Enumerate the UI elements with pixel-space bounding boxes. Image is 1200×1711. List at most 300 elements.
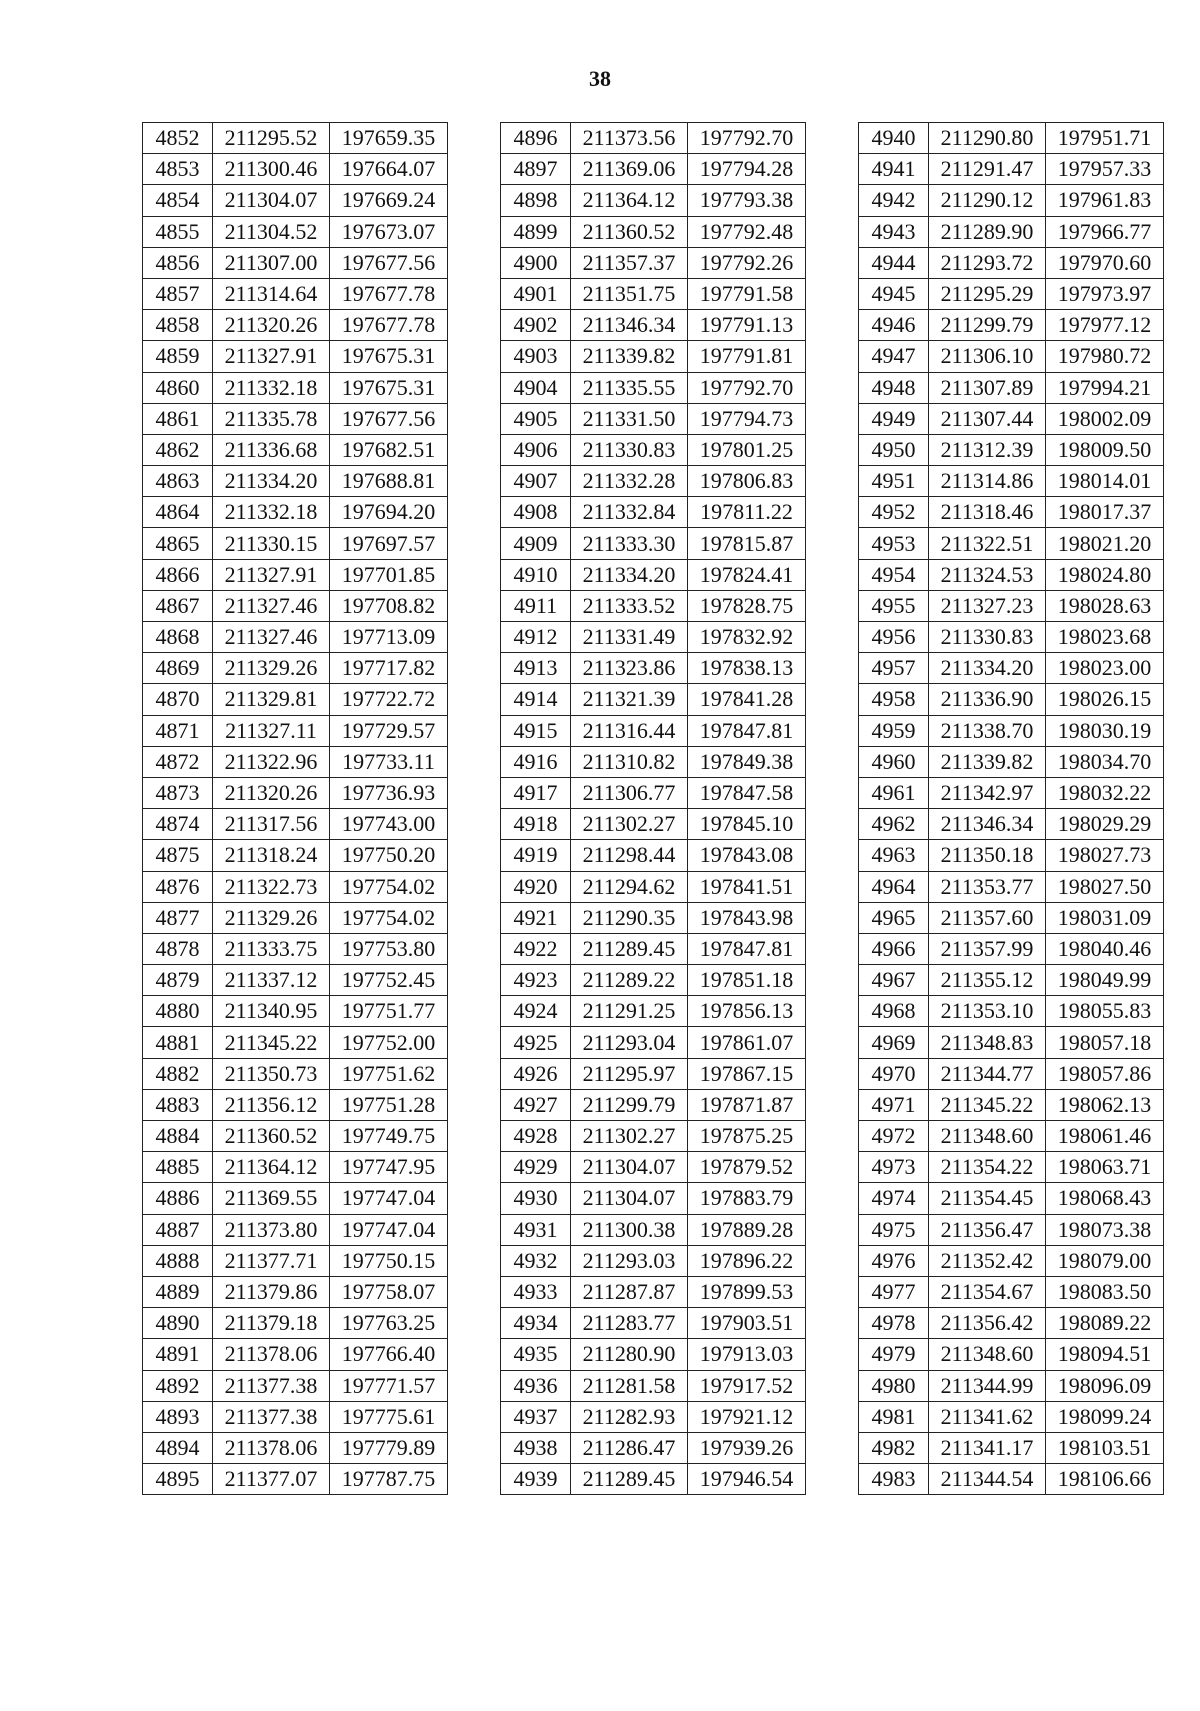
y-coordinate-cell: 197861.07: [688, 1027, 806, 1058]
point-id-cell: 4966: [859, 933, 929, 964]
point-id-cell: 4864: [143, 497, 213, 528]
x-coordinate-cell: 211322.73: [213, 871, 330, 902]
table-row: [501, 590, 806, 621]
x-coordinate-cell: 211339.82: [929, 746, 1046, 777]
point-id-cell: 4960: [859, 746, 929, 777]
y-coordinate-cell: 198032.22: [1046, 777, 1164, 808]
y-coordinate-cell: 197713.09: [330, 622, 448, 653]
table-row: [501, 247, 806, 278]
y-coordinate-cell: 198031.09: [1046, 902, 1164, 933]
x-coordinate-cell: 211293.72: [929, 247, 1046, 278]
x-coordinate-cell: 211283.77: [571, 1308, 688, 1339]
point-id-cell: 4858: [143, 310, 213, 341]
table-row: [143, 372, 448, 403]
x-coordinate-cell: 211318.24: [213, 840, 330, 871]
point-id-cell: 4879: [143, 965, 213, 996]
point-id-cell: 4894: [143, 1432, 213, 1463]
point-id-cell: 4957: [859, 653, 929, 684]
x-coordinate-cell: 211329.26: [213, 902, 330, 933]
y-coordinate-cell: 198089.22: [1046, 1308, 1164, 1339]
point-id-cell: 4954: [859, 559, 929, 590]
point-id-cell: 4861: [143, 403, 213, 434]
point-id-cell: 4896: [501, 123, 571, 154]
point-id-cell: 4917: [501, 777, 571, 808]
point-id-cell: 4949: [859, 403, 929, 434]
y-coordinate-cell: 197792.70: [688, 123, 806, 154]
y-coordinate-cell: 197871.87: [688, 1089, 806, 1120]
y-coordinate-cell: 197722.72: [330, 684, 448, 715]
table-row: [143, 1339, 448, 1370]
x-coordinate-cell: 211323.86: [571, 653, 688, 684]
x-coordinate-cell: 211306.10: [929, 341, 1046, 372]
table-row: [143, 1401, 448, 1432]
table-row: [143, 996, 448, 1027]
x-coordinate-cell: 211353.77: [929, 871, 1046, 902]
x-coordinate-cell: 211344.54: [929, 1464, 1046, 1495]
x-coordinate-cell: 211295.29: [929, 278, 1046, 309]
x-coordinate-cell: 211350.18: [929, 840, 1046, 871]
table-row: [143, 746, 448, 777]
y-coordinate-cell: 197838.13: [688, 653, 806, 684]
table-row: [501, 1464, 806, 1495]
x-coordinate-cell: 211356.47: [929, 1214, 1046, 1245]
point-id-cell: 4973: [859, 1152, 929, 1183]
x-coordinate-cell: 211345.22: [213, 1027, 330, 1058]
table-row: [143, 1276, 448, 1307]
x-coordinate-cell: 211364.12: [571, 185, 688, 216]
x-coordinate-cell: 211295.97: [571, 1058, 688, 1089]
table-row: [859, 1276, 1164, 1307]
point-id-cell: 4947: [859, 341, 929, 372]
y-coordinate-cell: 198017.37: [1046, 497, 1164, 528]
point-id-cell: 4865: [143, 528, 213, 559]
x-coordinate-cell: 211342.97: [929, 777, 1046, 808]
x-coordinate-cell: 211354.67: [929, 1276, 1046, 1307]
table-row: [501, 1183, 806, 1214]
point-id-cell: 4922: [501, 933, 571, 964]
x-coordinate-cell: 211320.26: [213, 777, 330, 808]
table-row: [143, 497, 448, 528]
point-id-cell: 4859: [143, 341, 213, 372]
x-coordinate-cell: 211332.28: [571, 466, 688, 497]
x-coordinate-cell: 211290.35: [571, 902, 688, 933]
y-coordinate-cell: 197806.83: [688, 466, 806, 497]
table-row: [143, 590, 448, 621]
table-row: [501, 933, 806, 964]
x-coordinate-cell: 211352.42: [929, 1245, 1046, 1276]
y-coordinate-cell: 197867.15: [688, 1058, 806, 1089]
x-coordinate-cell: 211377.71: [213, 1245, 330, 1276]
point-id-cell: 4911: [501, 590, 571, 621]
point-id-cell: 4913: [501, 653, 571, 684]
point-id-cell: 4881: [143, 1027, 213, 1058]
y-coordinate-cell: 197751.77: [330, 996, 448, 1027]
table-row: [501, 1339, 806, 1370]
y-coordinate-cell: 197743.00: [330, 809, 448, 840]
table-row: [143, 933, 448, 964]
table-row: [859, 715, 1164, 746]
point-id-cell: 4926: [501, 1058, 571, 1089]
table-row: [143, 216, 448, 247]
point-id-cell: 4965: [859, 902, 929, 933]
table-row: [143, 1464, 448, 1495]
x-coordinate-cell: 211327.23: [929, 590, 1046, 621]
table-row: [143, 403, 448, 434]
x-coordinate-cell: 211327.46: [213, 590, 330, 621]
x-coordinate-cell: 211314.64: [213, 278, 330, 309]
table-row: [143, 1089, 448, 1120]
x-coordinate-cell: 211335.78: [213, 403, 330, 434]
point-id-cell: 4903: [501, 341, 571, 372]
point-id-cell: 4873: [143, 777, 213, 808]
point-id-cell: 4942: [859, 185, 929, 216]
point-id-cell: 4868: [143, 622, 213, 653]
y-coordinate-cell: 197659.35: [330, 123, 448, 154]
point-id-cell: 4874: [143, 809, 213, 840]
table-row: [859, 653, 1164, 684]
y-coordinate-cell: 197832.92: [688, 622, 806, 653]
table-row: [501, 622, 806, 653]
table-row: [501, 403, 806, 434]
point-id-cell: 4938: [501, 1432, 571, 1463]
y-coordinate-cell: 197792.26: [688, 247, 806, 278]
point-id-cell: 4883: [143, 1089, 213, 1120]
point-id-cell: 4916: [501, 746, 571, 777]
table-row: [501, 559, 806, 590]
y-coordinate-cell: 197791.58: [688, 278, 806, 309]
table-row: [859, 247, 1164, 278]
y-coordinate-cell: 197973.97: [1046, 278, 1164, 309]
table-row: [143, 1183, 448, 1214]
y-coordinate-cell: 197747.04: [330, 1214, 448, 1245]
point-id-cell: 4959: [859, 715, 929, 746]
x-coordinate-cell: 211290.12: [929, 185, 1046, 216]
y-coordinate-cell: 197775.61: [330, 1401, 448, 1432]
y-coordinate-cell: 198027.73: [1046, 840, 1164, 871]
y-coordinate-cell: 198049.99: [1046, 965, 1164, 996]
y-coordinate-cell: 197758.07: [330, 1276, 448, 1307]
point-id-cell: 4968: [859, 996, 929, 1027]
point-id-cell: 4952: [859, 497, 929, 528]
page-number: 38: [589, 66, 611, 91]
point-id-cell: 4899: [501, 216, 571, 247]
table-row: [859, 434, 1164, 465]
x-coordinate-cell: 211355.12: [929, 965, 1046, 996]
table-row: [501, 278, 806, 309]
y-coordinate-cell: 198028.63: [1046, 590, 1164, 621]
x-coordinate-cell: 211289.45: [571, 933, 688, 964]
table-row: [859, 871, 1164, 902]
y-coordinate-cell: 197688.81: [330, 466, 448, 497]
x-coordinate-cell: 211289.22: [571, 965, 688, 996]
y-coordinate-cell: 197771.57: [330, 1370, 448, 1401]
x-coordinate-cell: 211280.90: [571, 1339, 688, 1370]
y-coordinate-cell: 197896.22: [688, 1245, 806, 1276]
point-id-cell: 4981: [859, 1401, 929, 1432]
y-coordinate-cell: 198014.01: [1046, 466, 1164, 497]
point-id-cell: 4933: [501, 1276, 571, 1307]
point-id-cell: 4967: [859, 965, 929, 996]
y-coordinate-cell: 198063.71: [1046, 1152, 1164, 1183]
x-coordinate-cell: 211333.75: [213, 933, 330, 964]
table-row: [859, 965, 1164, 996]
point-id-cell: 4936: [501, 1370, 571, 1401]
x-coordinate-cell: 211294.62: [571, 871, 688, 902]
point-id-cell: 4880: [143, 996, 213, 1027]
y-coordinate-cell: 197856.13: [688, 996, 806, 1027]
x-coordinate-cell: 211335.55: [571, 372, 688, 403]
table-row: [143, 1058, 448, 1089]
table-row: [859, 1370, 1164, 1401]
y-coordinate-cell: 198023.68: [1046, 622, 1164, 653]
x-coordinate-cell: 211357.99: [929, 933, 1046, 964]
x-coordinate-cell: 211332.18: [213, 497, 330, 528]
point-id-cell: 4921: [501, 902, 571, 933]
x-coordinate-cell: 211333.52: [571, 590, 688, 621]
x-coordinate-cell: 211327.91: [213, 341, 330, 372]
table-row: [501, 123, 806, 154]
y-coordinate-cell: 198096.09: [1046, 1370, 1164, 1401]
y-coordinate-cell: 197747.04: [330, 1183, 448, 1214]
y-coordinate-cell: 198021.20: [1046, 528, 1164, 559]
point-id-cell: 4860: [143, 372, 213, 403]
x-coordinate-cell: 211320.26: [213, 310, 330, 341]
x-coordinate-cell: 211353.10: [929, 996, 1046, 1027]
table-row: [501, 1370, 806, 1401]
x-coordinate-cell: 211322.51: [929, 528, 1046, 559]
point-id-cell: 4884: [143, 1121, 213, 1152]
point-id-cell: 4944: [859, 247, 929, 278]
y-coordinate-cell: 198057.86: [1046, 1058, 1164, 1089]
y-coordinate-cell: 198029.29: [1046, 809, 1164, 840]
point-id-cell: 4890: [143, 1308, 213, 1339]
point-id-cell: 4977: [859, 1276, 929, 1307]
point-id-cell: 4943: [859, 216, 929, 247]
y-coordinate-cell: 197793.38: [688, 185, 806, 216]
x-coordinate-cell: 211351.75: [571, 278, 688, 309]
table-row: [859, 497, 1164, 528]
point-id-cell: 4882: [143, 1058, 213, 1089]
y-coordinate-cell: 197717.82: [330, 653, 448, 684]
table-row: [859, 123, 1164, 154]
x-coordinate-cell: 211310.82: [571, 746, 688, 777]
point-id-cell: 4937: [501, 1401, 571, 1432]
table-row: [143, 466, 448, 497]
point-id-cell: 4902: [501, 310, 571, 341]
point-id-cell: 4912: [501, 622, 571, 653]
table-row: [501, 684, 806, 715]
x-coordinate-cell: 211378.06: [213, 1432, 330, 1463]
table-row: [859, 1121, 1164, 1152]
y-coordinate-cell: 198099.24: [1046, 1401, 1164, 1432]
x-coordinate-cell: 211356.12: [213, 1089, 330, 1120]
y-coordinate-cell: 198103.51: [1046, 1432, 1164, 1463]
point-id-cell: 4976: [859, 1245, 929, 1276]
table-row: [143, 715, 448, 746]
table-row: [501, 840, 806, 871]
x-coordinate-cell: 211298.44: [571, 840, 688, 871]
y-coordinate-cell: 197957.33: [1046, 154, 1164, 185]
table-row: [501, 341, 806, 372]
table-row: [501, 1401, 806, 1432]
x-coordinate-cell: 211293.03: [571, 1245, 688, 1276]
x-coordinate-cell: 211329.26: [213, 653, 330, 684]
x-coordinate-cell: 211299.79: [571, 1089, 688, 1120]
table-row: [859, 840, 1164, 871]
table-row: [501, 1308, 806, 1339]
point-id-cell: 4891: [143, 1339, 213, 1370]
point-id-cell: 4919: [501, 840, 571, 871]
y-coordinate-cell: 197917.52: [688, 1370, 806, 1401]
table-row: [859, 1089, 1164, 1120]
y-coordinate-cell: 197677.78: [330, 278, 448, 309]
point-id-cell: 4983: [859, 1464, 929, 1495]
y-coordinate-cell: 197903.51: [688, 1308, 806, 1339]
x-coordinate-cell: 211334.20: [571, 559, 688, 590]
y-coordinate-cell: 197889.28: [688, 1214, 806, 1245]
point-id-cell: 4885: [143, 1152, 213, 1183]
table-row: [143, 871, 448, 902]
x-coordinate-cell: 211369.55: [213, 1183, 330, 1214]
table-row: [859, 590, 1164, 621]
table-row: [143, 1245, 448, 1276]
y-coordinate-cell: 197980.72: [1046, 341, 1164, 372]
table-row: [143, 559, 448, 590]
table-row: [501, 902, 806, 933]
point-id-cell: 4979: [859, 1339, 929, 1370]
table-row: [501, 528, 806, 559]
x-coordinate-cell: 211364.12: [213, 1152, 330, 1183]
y-coordinate-cell: 197801.25: [688, 434, 806, 465]
y-coordinate-cell: 197701.85: [330, 559, 448, 590]
x-coordinate-cell: 211333.30: [571, 528, 688, 559]
point-id-cell: 4892: [143, 1370, 213, 1401]
point-id-cell: 4910: [501, 559, 571, 590]
point-id-cell: 4923: [501, 965, 571, 996]
table-row: [859, 1152, 1164, 1183]
table-row: [143, 310, 448, 341]
table-row: [143, 622, 448, 653]
y-coordinate-cell: 197791.81: [688, 341, 806, 372]
x-coordinate-cell: 211331.50: [571, 403, 688, 434]
point-id-cell: 4866: [143, 559, 213, 590]
table-row: [143, 341, 448, 372]
point-id-cell: 4888: [143, 1245, 213, 1276]
x-coordinate-cell: 211332.84: [571, 497, 688, 528]
y-coordinate-cell: 198055.83: [1046, 996, 1164, 1027]
x-coordinate-cell: 211336.90: [929, 684, 1046, 715]
table-row: [859, 466, 1164, 497]
x-coordinate-cell: 211337.12: [213, 965, 330, 996]
y-coordinate-cell: 197675.31: [330, 341, 448, 372]
y-coordinate-cell: 198079.00: [1046, 1245, 1164, 1276]
y-coordinate-cell: 197763.25: [330, 1308, 448, 1339]
x-coordinate-cell: 211341.62: [929, 1401, 1046, 1432]
table-row: [501, 216, 806, 247]
y-coordinate-cell: 197792.48: [688, 216, 806, 247]
table-row: [501, 965, 806, 996]
point-id-cell: 4920: [501, 871, 571, 902]
x-coordinate-cell: 211357.60: [929, 902, 1046, 933]
table-row: [859, 933, 1164, 964]
table-row: [143, 1121, 448, 1152]
table-row: [143, 840, 448, 871]
x-coordinate-cell: 211304.07: [571, 1183, 688, 1214]
y-coordinate-cell: 197946.54: [688, 1464, 806, 1495]
x-coordinate-cell: 211379.86: [213, 1276, 330, 1307]
point-id-cell: 4975: [859, 1214, 929, 1245]
table-row: [501, 715, 806, 746]
y-coordinate-cell: 197669.24: [330, 185, 448, 216]
point-id-cell: 4918: [501, 809, 571, 840]
point-id-cell: 4932: [501, 1245, 571, 1276]
y-coordinate-cell: 197694.20: [330, 497, 448, 528]
point-id-cell: 4927: [501, 1089, 571, 1120]
x-coordinate-cell: 211344.77: [929, 1058, 1046, 1089]
point-id-cell: 4857: [143, 278, 213, 309]
x-coordinate-cell: 211287.87: [571, 1276, 688, 1307]
x-coordinate-cell: 211330.15: [213, 528, 330, 559]
table-row: [501, 996, 806, 1027]
x-coordinate-cell: 211317.56: [213, 809, 330, 840]
y-coordinate-cell: 198026.15: [1046, 684, 1164, 715]
y-coordinate-cell: 197752.00: [330, 1027, 448, 1058]
y-coordinate-cell: 197791.13: [688, 310, 806, 341]
table-row: [501, 777, 806, 808]
x-coordinate-cell: 211327.11: [213, 715, 330, 746]
table-row: [501, 1027, 806, 1058]
table-row: [501, 1214, 806, 1245]
table-row: [859, 1027, 1164, 1058]
point-id-cell: 4969: [859, 1027, 929, 1058]
x-coordinate-cell: 211336.68: [213, 434, 330, 465]
point-id-cell: 4961: [859, 777, 929, 808]
table-row: [143, 154, 448, 185]
x-coordinate-cell: 211379.18: [213, 1308, 330, 1339]
x-coordinate-cell: 211360.52: [571, 216, 688, 247]
table-row: [859, 996, 1164, 1027]
x-coordinate-cell: 211318.46: [929, 497, 1046, 528]
point-id-cell: 4904: [501, 372, 571, 403]
x-coordinate-cell: 211360.52: [213, 1121, 330, 1152]
y-coordinate-cell: 197752.45: [330, 965, 448, 996]
point-id-cell: 4964: [859, 871, 929, 902]
y-coordinate-cell: 197733.11: [330, 746, 448, 777]
y-coordinate-cell: 197751.28: [330, 1089, 448, 1120]
table-row: [859, 1214, 1164, 1245]
point-id-cell: 4862: [143, 434, 213, 465]
y-coordinate-cell: 197747.95: [330, 1152, 448, 1183]
table-row: [501, 154, 806, 185]
y-coordinate-cell: 197977.12: [1046, 310, 1164, 341]
point-id-cell: 4935: [501, 1339, 571, 1370]
point-id-cell: 4895: [143, 1464, 213, 1495]
table-row: [859, 809, 1164, 840]
x-coordinate-cell: 211290.80: [929, 123, 1046, 154]
x-coordinate-cell: 211377.38: [213, 1401, 330, 1432]
table-row: [143, 1152, 448, 1183]
y-coordinate-cell: 197677.78: [330, 310, 448, 341]
point-id-cell: 4876: [143, 871, 213, 902]
table-row: [859, 559, 1164, 590]
point-id-cell: 4853: [143, 154, 213, 185]
table-row: [859, 1183, 1164, 1214]
x-coordinate-cell: 211300.46: [213, 154, 330, 185]
y-coordinate-cell: 198057.18: [1046, 1027, 1164, 1058]
point-id-cell: 4925: [501, 1027, 571, 1058]
y-coordinate-cell: 197913.03: [688, 1339, 806, 1370]
table-row: [859, 1058, 1164, 1089]
